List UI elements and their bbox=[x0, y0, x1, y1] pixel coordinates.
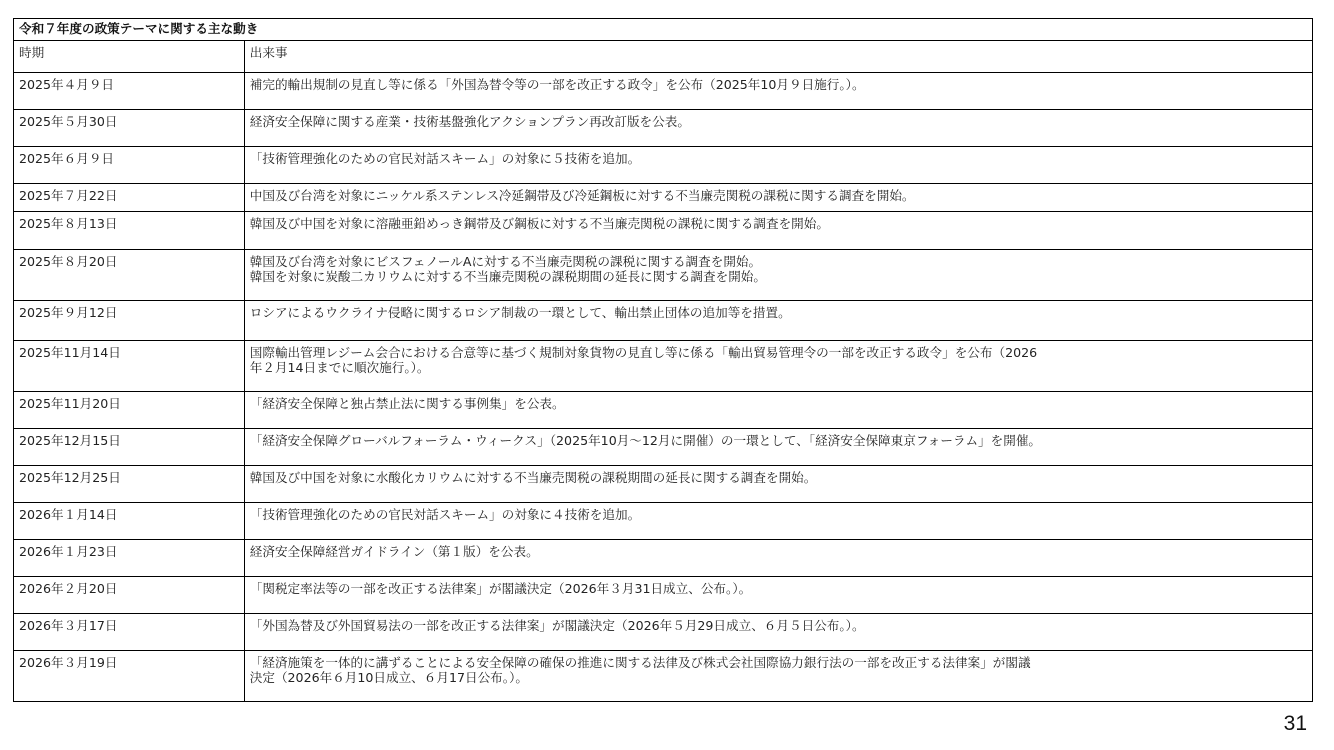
table-row bbox=[14, 183, 1313, 211]
row-date: 2025年11月14日 bbox=[14, 340, 245, 391]
table-header-row bbox=[14, 40, 1313, 72]
header-date: 時期 bbox=[14, 40, 245, 72]
row-event: 「技術管理強化のための官民対話スキーム」の対象に５技術を追加。 bbox=[244, 146, 1312, 183]
policy-events-table bbox=[13, 18, 1313, 702]
row-date: 2026年３月19日 bbox=[14, 650, 245, 701]
row-date: 2025年７月22日 bbox=[14, 183, 245, 211]
row-date: 2025年９月12日 bbox=[14, 300, 245, 340]
row-date: 2026年１月14日 bbox=[14, 502, 245, 539]
row-event: 「経済安全保障グローバルフォーラム・ウィークス」（2025年10月～12月に開催）の一環として、「経済安全保障東京フォーラム」を開催。 bbox=[244, 428, 1312, 465]
table-row bbox=[14, 109, 1313, 146]
row-event: 韓国及び中国を対象に水酸化カリウムに対する不当廉売関税の課税期間の延長に関する調査を開始。 bbox=[244, 465, 1312, 502]
table-row bbox=[14, 300, 1313, 340]
row-date: 2025年６月９日 bbox=[14, 146, 245, 183]
table-title-row bbox=[14, 19, 1313, 41]
row-event: 国際輸出管理レジーム会合における合意等に基づく規制対象貨物の見直し等に係る「輸出貿易管理令の一部を改正する政令」を公布（2026 年２月14日までに順次施行。）。 bbox=[244, 340, 1312, 391]
table-row bbox=[14, 576, 1313, 613]
table-row bbox=[14, 465, 1313, 502]
row-date: 2025年11月20日 bbox=[14, 391, 245, 428]
table-row bbox=[14, 72, 1313, 109]
table-row bbox=[14, 249, 1313, 300]
row-date: 2025年12月25日 bbox=[14, 465, 245, 502]
header-event: 出来事 bbox=[244, 40, 1312, 72]
row-date: 2025年８月13日 bbox=[14, 211, 245, 249]
table-row bbox=[14, 211, 1313, 249]
row-event: 韓国及び台湾を対象にビスフェノールAに対する不当廉売関税の課税に関する調査を開始。 韓国を対象に炭酸二カリウムに対する不当廉売関税の課税期間の延長に関する調査を開始。 bbox=[244, 249, 1312, 300]
row-date: 2025年５月30日 bbox=[14, 109, 245, 146]
row-event: 「経済安全保障と独占禁止法に関する事例集」を公表。 bbox=[244, 391, 1312, 428]
table-row bbox=[14, 428, 1313, 465]
row-event: 経済安全保障に関する産業・技術基盤強化アクションプラン再改訂版を公表。 bbox=[244, 109, 1312, 146]
row-date: 2026年３月17日 bbox=[14, 613, 245, 650]
table-row bbox=[14, 613, 1313, 650]
row-date: 2026年１月23日 bbox=[14, 539, 245, 576]
row-event: 韓国及び中国を対象に溶融亜鉛めっき鋼帯及び鋼板に対する不当廉売関税の課税に関する調査を開始。 bbox=[244, 211, 1312, 249]
table-row bbox=[14, 502, 1313, 539]
row-event: 補完的輸出規制の見直し等に係る「外国為替令等の一部を改正する政令」を公布（2025年10月９日施行。）。 bbox=[244, 72, 1312, 109]
table-row bbox=[14, 146, 1313, 183]
row-date: 2025年12月15日 bbox=[14, 428, 245, 465]
table-row bbox=[14, 340, 1313, 391]
row-date: 2025年４月９日 bbox=[14, 72, 245, 109]
page-number: 31 bbox=[1283, 712, 1307, 735]
table-row bbox=[14, 539, 1313, 576]
table-row bbox=[14, 650, 1313, 701]
row-event: ロシアによるウクライナ侵略に関するロシア制裁の一環として、輸出禁止団体の追加等を措置。 bbox=[244, 300, 1312, 340]
row-event: 「経済施策を一体的に講ずることによる安全保障の確保の推進に関する法律及び株式会社国際協力銀行法の一部を改正する法律案」が閣議 決定（2026年６月10日成立、６月17日公布。）。 bbox=[244, 650, 1312, 701]
table-title: 令和７年度の政策テーマに関する主な動き bbox=[14, 19, 1313, 41]
table-row bbox=[14, 391, 1313, 428]
policy-events-table-container bbox=[13, 18, 1313, 702]
row-event: 中国及び台湾を対象にニッケル系ステンレス冷延鋼帯及び冷延鋼板に対する不当廉売関税の課税に関する調査を開始。 bbox=[244, 183, 1312, 211]
row-date: 2025年８月20日 bbox=[14, 249, 245, 300]
row-event: 「外国為替及び外国貿易法の一部を改正する法律案」が閣議決定（2026年５月29日成立、６月５日公布。）。 bbox=[244, 613, 1312, 650]
row-event: 「関税定率法等の一部を改正する法律案」が閣議決定（2026年３月31日成立、公布。）。 bbox=[244, 576, 1312, 613]
row-date: 2026年２月20日 bbox=[14, 576, 245, 613]
row-event: 経済安全保障経営ガイドライン（第１版）を公表。 bbox=[244, 539, 1312, 576]
row-event: 「技術管理強化のための官民対話スキーム」の対象に４技術を追加。 bbox=[244, 502, 1312, 539]
